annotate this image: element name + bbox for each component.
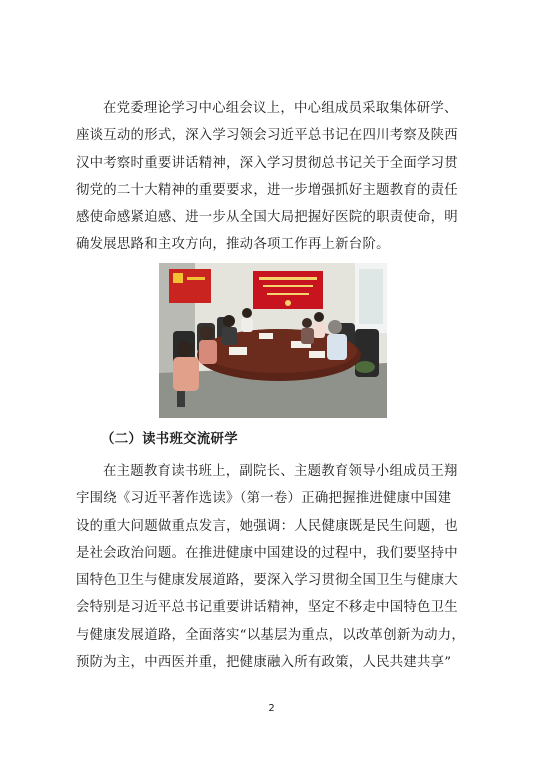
- paragraph-line: 在党委理论学习中心组会议上，中心组成员采取集体研学、: [103, 101, 458, 116]
- meeting-photo-illustration: [159, 263, 387, 418]
- paragraph-line: 宇围绕《习近平著作选读》（第一卷）正确把握推进健康中国建: [76, 491, 452, 507]
- page-number: 2: [268, 703, 275, 714]
- paragraph-line: 确发展思路和主攻方向，推动各项工作再上新台阶。: [76, 237, 390, 253]
- paragraph-line: 会特别是习近平总书记重要讲话精神，坚定不移走中国特色卫生: [76, 600, 458, 616]
- paragraph-line: 汉中考察时重要讲话精神，深入学习贯彻总书记关于全面学习贯: [76, 155, 458, 171]
- paragraph-line: 彻党的二十大精神的重要要求，进一步增强抓好主题教育的责任: [76, 182, 458, 198]
- paragraph-line: 座谈互动的形式，深入学习领会习近平总书记在四川考察及陕西: [76, 128, 458, 144]
- meeting-photo: [159, 263, 387, 418]
- paragraph-line: 感使命感紧迫感、进一步从全国大局把握好医院的职责使命，明: [76, 210, 458, 226]
- paragraph-reading-class: [76, 458, 468, 676]
- paragraph-line: 是社会政治问题。在推进健康中国建设的过程中，我们要坚持中: [76, 545, 458, 561]
- paragraph-line: 设的重大问题做重点发言，她强调：人民健康既是民生问题，也: [76, 518, 458, 534]
- paragraph-line: 国特色卫生与健康发展道路，要深入学习贯彻全国卫生与健康大: [76, 573, 458, 589]
- section-heading: （二）读书班交流研学: [101, 432, 238, 447]
- paragraph-line: 预防为主，中西医并重，把健康融入所有政策，人民共建共享”: [76, 655, 452, 671]
- paragraph-line: 在主题教育读书班上，副院长、主题教育领导小组成员王翔: [103, 464, 458, 479]
- paragraph-study-session: [76, 95, 468, 259]
- paragraph-line: 与健康发展道路，全面落实“以基层为重点，以改革创新为动力，: [76, 627, 466, 643]
